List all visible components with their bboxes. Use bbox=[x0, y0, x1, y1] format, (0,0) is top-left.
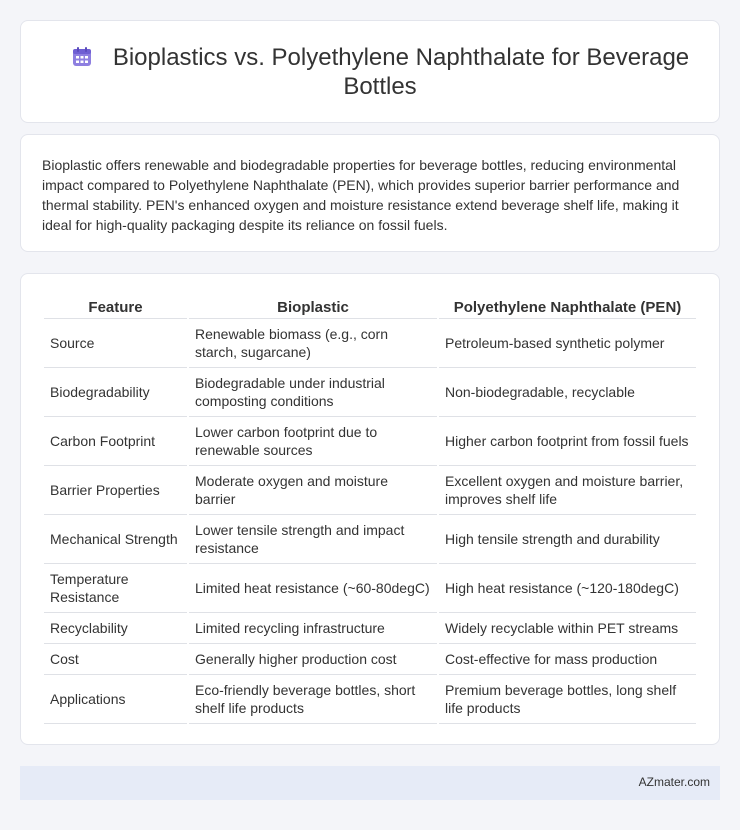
footer-bar bbox=[20, 766, 720, 800]
table-cell-bioplastic: Moderate oxygen and moisture barrier bbox=[189, 466, 437, 515]
table-row bbox=[44, 564, 696, 613]
table-row bbox=[44, 319, 696, 368]
table-cell-bioplastic: Lower carbon footprint due to renewable sources bbox=[189, 417, 437, 466]
table-cell-pen: High tensile strength and durability bbox=[439, 515, 696, 564]
table-cell-pen: Premium beverage bottles, long shelf life products bbox=[439, 675, 696, 724]
table-cell-feature: Source bbox=[44, 319, 187, 368]
table-cell-bioplastic: Biodegradable under industrial composting conditions bbox=[189, 368, 437, 417]
page-title: Bioplastics vs. Polyethylene Naphthalate for Beverage Bottles bbox=[112, 44, 690, 100]
intro-card bbox=[20, 134, 720, 252]
table-cell-pen: Non-biodegradable, recyclable bbox=[439, 368, 696, 417]
table-cell-pen: Excellent oxygen and moisture barrier, improves shelf life bbox=[439, 466, 696, 515]
page-title-wrap bbox=[61, 43, 699, 101]
table-cell-feature: Recyclability bbox=[44, 613, 187, 644]
comparison-card bbox=[20, 273, 720, 745]
table-cell-pen: Higher carbon footprint from fossil fuels bbox=[439, 417, 696, 466]
table-cell-pen: Petroleum-based synthetic polymer bbox=[439, 319, 696, 368]
table-row bbox=[44, 368, 696, 417]
table-row bbox=[44, 466, 696, 515]
table-cell-bioplastic: Lower tensile strength and impact resistance bbox=[189, 515, 437, 564]
title-card bbox=[20, 20, 720, 123]
table-row bbox=[44, 644, 696, 675]
comparison-table bbox=[42, 295, 698, 724]
table-header-row bbox=[44, 295, 696, 319]
table-cell-bioplastic: Limited recycling infrastructure bbox=[189, 613, 437, 644]
table-row bbox=[44, 675, 696, 724]
table-row bbox=[44, 613, 696, 644]
table-cell-bioplastic: Generally higher production cost bbox=[189, 644, 437, 675]
table-cell-bioplastic: Limited heat resistance (~60-80degC) bbox=[189, 564, 437, 613]
footer-site-label: AZmater.com bbox=[638, 775, 710, 789]
table-row bbox=[44, 515, 696, 564]
table-cell-feature: Temperature Resistance bbox=[44, 564, 187, 613]
calendar-icon bbox=[71, 46, 93, 68]
table-cell-feature: Cost bbox=[44, 644, 187, 675]
intro-paragraph: Bioplastic offers renewable and biodegradable properties for beverage bottles, reducing environmental impact compared to Polyethylene Naphthalate (PEN), which provides superior barrier performance and thermal stability. PEN's enhanced oxygen and moisture resistance extend beverage shelf life, making it ideal for high-quality packaging despite its reliance on fossil fuels. bbox=[42, 157, 680, 233]
table-cell-pen: High heat resistance (~120-180degC) bbox=[439, 564, 696, 613]
header-pen: Polyethylene Naphthalate (PEN) bbox=[439, 295, 696, 319]
table-cell-pen: Widely recyclable within PET streams bbox=[439, 613, 696, 644]
table-cell-bioplastic: Eco-friendly beverage bottles, short shelf life products bbox=[189, 675, 437, 724]
table-cell-feature: Barrier Properties bbox=[44, 466, 187, 515]
table-row bbox=[44, 417, 696, 466]
table-cell-feature: Applications bbox=[44, 675, 187, 724]
table-cell-feature: Mechanical Strength bbox=[44, 515, 187, 564]
header-bioplastic: Bioplastic bbox=[189, 295, 437, 319]
table-cell-pen: Cost-effective for mass production bbox=[439, 644, 696, 675]
table-cell-bioplastic: Renewable biomass (e.g., corn starch, sugarcane) bbox=[189, 319, 437, 368]
table-cell-feature: Carbon Footprint bbox=[44, 417, 187, 466]
header-feature: Feature bbox=[44, 295, 187, 319]
table-cell-feature: Biodegradability bbox=[44, 368, 187, 417]
